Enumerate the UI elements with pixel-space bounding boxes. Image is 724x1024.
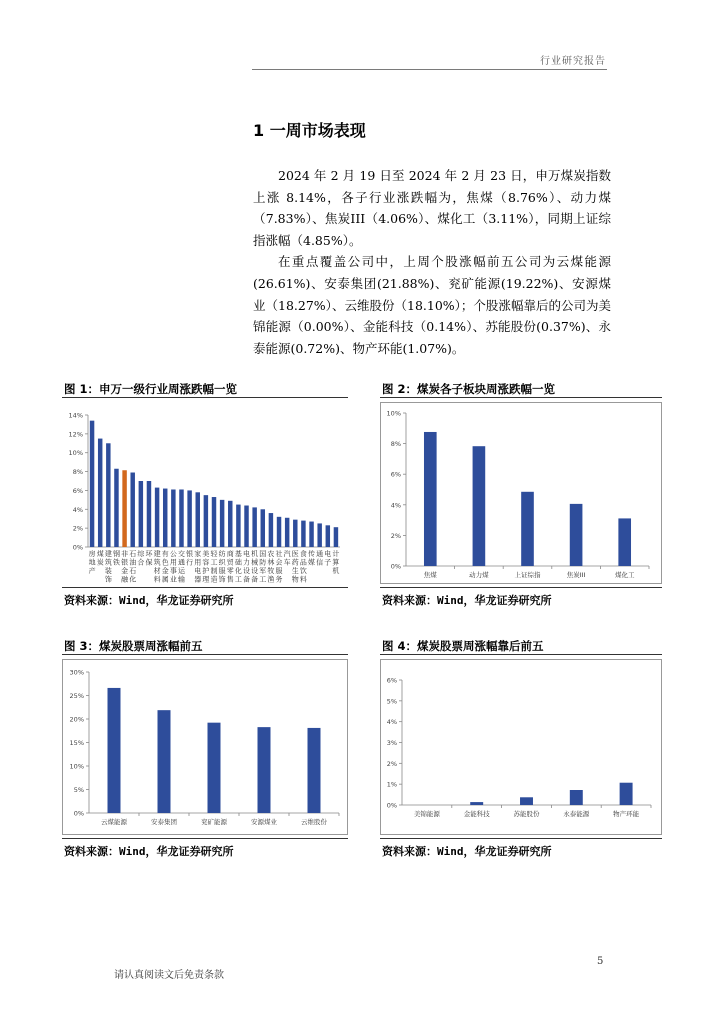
fig1-x-label: 家用电器 bbox=[194, 550, 202, 584]
fig1-bar bbox=[326, 525, 330, 547]
fig3-chart bbox=[62, 659, 348, 835]
fig1-bar bbox=[187, 490, 191, 547]
fig1-x-label: 建筑材料 bbox=[153, 550, 161, 584]
fig1-x-label: 商贸零售 bbox=[226, 550, 234, 584]
fig1-chart-svg bbox=[62, 401, 348, 585]
fig2-x-label: 焦煤 bbox=[423, 571, 437, 579]
fig4-y-tick-label: 5% bbox=[386, 697, 397, 706]
fig2-bar bbox=[521, 492, 534, 566]
fig1-x-label: 纺织服饰 bbox=[218, 550, 226, 584]
fig2-bar bbox=[473, 446, 486, 566]
fig2-source: 资料来源：Wind，华龙证券研究所 bbox=[382, 594, 552, 607]
fig1-bar bbox=[252, 507, 256, 547]
fig1-bar bbox=[98, 439, 102, 547]
fig1-bottom-rule bbox=[62, 587, 348, 588]
fig1-x-label: 社会服务 bbox=[275, 550, 283, 584]
fig3-title: 图 3：煤炭股票周涨幅前五 bbox=[64, 639, 203, 653]
fig2-x-label: 焦炭III bbox=[566, 571, 586, 579]
fig1-bar bbox=[147, 481, 151, 547]
fig1-bar bbox=[122, 470, 126, 547]
fig2-chart bbox=[380, 402, 662, 584]
fig1-x-label: 电子 bbox=[324, 550, 332, 567]
fig2-y-tick-label: 0% bbox=[390, 562, 401, 571]
fig1-bar bbox=[130, 473, 134, 547]
fig3-chart-svg bbox=[63, 660, 347, 834]
fig1-x-label: 国防军工 bbox=[259, 550, 267, 584]
fig1-bar bbox=[196, 492, 200, 547]
fig3-bar bbox=[208, 723, 221, 813]
fig4-chart-svg bbox=[381, 660, 661, 834]
fig1-bar bbox=[179, 489, 183, 547]
paragraph-1: 2024 年 2 月 19 日至 2024 年 2 月 23 日，申万煤炭指数上涨 8.14%，各子行业涨跌幅为，焦煤（8.76%）、动力煤（7.83%）、焦炭III（4.06%）、煤化工（3.11%），同期上证综指涨幅（4.85%）。 bbox=[253, 168, 611, 248]
fig1-bar bbox=[163, 489, 167, 547]
fig1-bar bbox=[139, 481, 143, 547]
fig3-y-tick-label: 20% bbox=[69, 715, 84, 724]
fig1-bar bbox=[277, 517, 281, 547]
report-type-label: 行业研究报告 bbox=[540, 56, 606, 67]
fig4-bar bbox=[620, 783, 633, 805]
fig1-x-label: 煤炭 bbox=[96, 550, 104, 567]
fig4-bar bbox=[470, 802, 483, 805]
fig1-bar bbox=[228, 501, 232, 547]
fig3-y-tick-label: 30% bbox=[69, 668, 84, 677]
fig1-bar bbox=[155, 488, 159, 547]
fig3-y-tick-label: 5% bbox=[73, 786, 84, 794]
fig4-y-tick-label: 2% bbox=[386, 759, 397, 768]
fig1-y-tick-label: 6% bbox=[72, 486, 83, 495]
fig4-bar bbox=[570, 790, 583, 805]
fig1-y-tick-label: 0% bbox=[72, 543, 83, 552]
fig2-x-label: 煤化工 bbox=[614, 571, 635, 579]
fig1-x-label: 机械设备 bbox=[251, 550, 259, 584]
section-title: 1 一周市场表现 bbox=[253, 121, 366, 140]
fig4-y-tick-label: 4% bbox=[386, 718, 397, 727]
fig1-source: 资料来源：Wind，华龙证券研究所 bbox=[64, 594, 234, 607]
fig4-top-rule bbox=[380, 654, 662, 655]
fig1-x-label: 美容护理 bbox=[202, 550, 210, 584]
fig4-x-label: 物产环能 bbox=[613, 810, 640, 818]
fig1-x-label: 有色金属 bbox=[161, 550, 169, 584]
fig2-top-rule bbox=[380, 397, 662, 398]
fig3-y-tick-label: 0% bbox=[73, 809, 84, 818]
header-divider bbox=[252, 69, 607, 70]
fig3-bar bbox=[258, 727, 271, 813]
fig4-title: 图 4：煤炭股票周涨幅靠后前五 bbox=[382, 639, 544, 653]
fig1-y-tick-label: 4% bbox=[72, 505, 83, 514]
fig2-title: 图 2：煤炭各子板块周涨跌幅一览 bbox=[382, 382, 556, 396]
fig1-x-label: 轻工制造 bbox=[210, 550, 218, 584]
disclaimer-note: 请认真阅读文后免责条款 bbox=[114, 970, 224, 981]
fig2-y-tick-label: 10% bbox=[386, 409, 401, 418]
fig2-x-label: 动力煤 bbox=[469, 571, 489, 579]
fig3-y-tick-label: 15% bbox=[69, 739, 84, 747]
fig1-bar bbox=[220, 500, 224, 547]
fig1-bar bbox=[293, 520, 297, 547]
fig1-x-label: 传媒 bbox=[308, 550, 316, 567]
fig1-x-label: 钢铁 bbox=[112, 550, 120, 567]
fig2-y-tick-label: 4% bbox=[390, 501, 401, 510]
fig1-bar bbox=[204, 495, 208, 547]
fig1-bar bbox=[301, 521, 305, 547]
fig1-bar bbox=[244, 506, 248, 547]
fig1-y-tick-label: 2% bbox=[72, 524, 83, 533]
fig1-x-label: 房地产 bbox=[88, 550, 96, 575]
fig2-y-tick-label: 6% bbox=[390, 470, 401, 479]
fig3-x-label: 兖矿能源 bbox=[201, 818, 227, 826]
fig1-bar bbox=[106, 443, 110, 547]
fig4-bar bbox=[520, 797, 533, 805]
fig3-bottom-rule bbox=[62, 838, 348, 839]
fig2-bar bbox=[424, 432, 437, 566]
fig2-y-tick-label: 8% bbox=[390, 440, 401, 449]
fig1-bar bbox=[309, 522, 313, 547]
fig4-source: 资料来源：Wind，华龙证券研究所 bbox=[382, 845, 552, 858]
fig1-x-label: 非银金融 bbox=[121, 550, 129, 584]
fig1-x-label: 通信 bbox=[316, 550, 324, 567]
fig3-bar bbox=[158, 710, 171, 813]
fig1-y-tick-label: 10% bbox=[68, 449, 83, 458]
fig2-y-tick-label: 2% bbox=[390, 531, 401, 540]
fig1-x-label: 综合 bbox=[137, 550, 145, 567]
fig1-y-tick-label: 12% bbox=[68, 430, 83, 439]
fig1-y-tick-label: 14% bbox=[68, 411, 83, 420]
fig1-x-label: 计算机 bbox=[332, 550, 340, 575]
page-number: 5 bbox=[597, 956, 604, 967]
fig1-bar bbox=[334, 527, 338, 547]
fig4-x-label: 苏能股份 bbox=[513, 810, 540, 818]
fig1-bar bbox=[285, 518, 289, 547]
fig4-y-tick-label: 0% bbox=[386, 801, 397, 810]
fig1-bar bbox=[236, 505, 240, 547]
fig1-top-rule bbox=[62, 397, 348, 398]
fig1-x-label: 医药生物 bbox=[291, 550, 299, 584]
fig1-x-label: 基础化工 bbox=[234, 550, 242, 584]
fig1-chart bbox=[62, 401, 348, 585]
fig4-y-tick-label: 3% bbox=[386, 739, 397, 747]
fig1-bar bbox=[114, 469, 118, 547]
fig1-title: 图 1：申万一级行业周涨跌幅一览 bbox=[64, 382, 238, 396]
fig3-bar bbox=[308, 728, 321, 813]
fig1-x-label: 环保 bbox=[145, 550, 153, 567]
fig2-bar bbox=[570, 504, 583, 566]
fig1-x-label: 交通运输 bbox=[177, 550, 185, 584]
fig4-y-tick-label: 6% bbox=[386, 676, 397, 685]
fig3-bar bbox=[108, 688, 121, 813]
fig1-x-label: 石油石化 bbox=[129, 550, 137, 584]
fig4-bottom-rule bbox=[380, 838, 662, 839]
fig1-x-label: 汽车 bbox=[283, 550, 291, 567]
fig1-bar bbox=[212, 497, 216, 547]
fig3-y-tick-label: 10% bbox=[69, 762, 84, 771]
fig1-bar bbox=[171, 489, 175, 547]
fig3-x-label: 云煤能源 bbox=[101, 818, 127, 826]
fig3-top-rule bbox=[62, 654, 348, 655]
fig2-bar bbox=[618, 518, 631, 566]
fig2-chart-svg bbox=[381, 403, 661, 583]
fig4-x-label: 美锦能源 bbox=[413, 810, 440, 818]
fig2-bottom-rule bbox=[380, 587, 662, 588]
fig1-bar bbox=[261, 509, 265, 547]
fig1-x-label: 电力设备 bbox=[243, 550, 251, 584]
fig4-x-label: 永泰能源 bbox=[563, 810, 590, 818]
body-text bbox=[253, 165, 611, 359]
fig1-bar bbox=[90, 421, 94, 547]
fig3-x-label: 安源煤业 bbox=[251, 818, 277, 826]
fig1-bar bbox=[269, 513, 273, 547]
fig3-source: 资料来源：Wind，华龙证券研究所 bbox=[64, 845, 234, 858]
fig4-chart bbox=[380, 659, 662, 835]
fig1-x-label: 农林牧渔 bbox=[267, 550, 275, 584]
paragraph-2: 在重点覆盖公司中，上周个股涨幅前五公司为云煤能源(26.61%)、安泰集团(21.88%)、兖矿能源(19.22%)、安源煤业（18.27%）、云维股份（18.10%）；个股涨幅靠后的公司为美锦能源（0.00%）、金能科技（0.14%）、苏能股份(0.37%)、永泰能源(0.72%)、物产环能(1.07%)。 bbox=[253, 254, 611, 356]
fig3-x-label: 云维股份 bbox=[301, 818, 327, 826]
fig3-x-label: 安泰集团 bbox=[151, 818, 177, 826]
fig3-y-tick-label: 25% bbox=[69, 692, 84, 700]
fig1-x-label: 食品饮料 bbox=[299, 550, 307, 584]
fig1-x-label: 公用事业 bbox=[169, 550, 177, 584]
fig4-x-label: 金能科技 bbox=[463, 810, 490, 818]
fig1-y-tick-label: 8% bbox=[72, 468, 83, 477]
fig1-bar bbox=[317, 523, 321, 547]
fig2-x-label: 上证综指 bbox=[514, 571, 541, 579]
fig1-x-label: 银行 bbox=[186, 550, 194, 567]
fig1-x-label: 建筑装饰 bbox=[104, 550, 112, 584]
fig4-y-tick-label: 1% bbox=[386, 780, 397, 789]
